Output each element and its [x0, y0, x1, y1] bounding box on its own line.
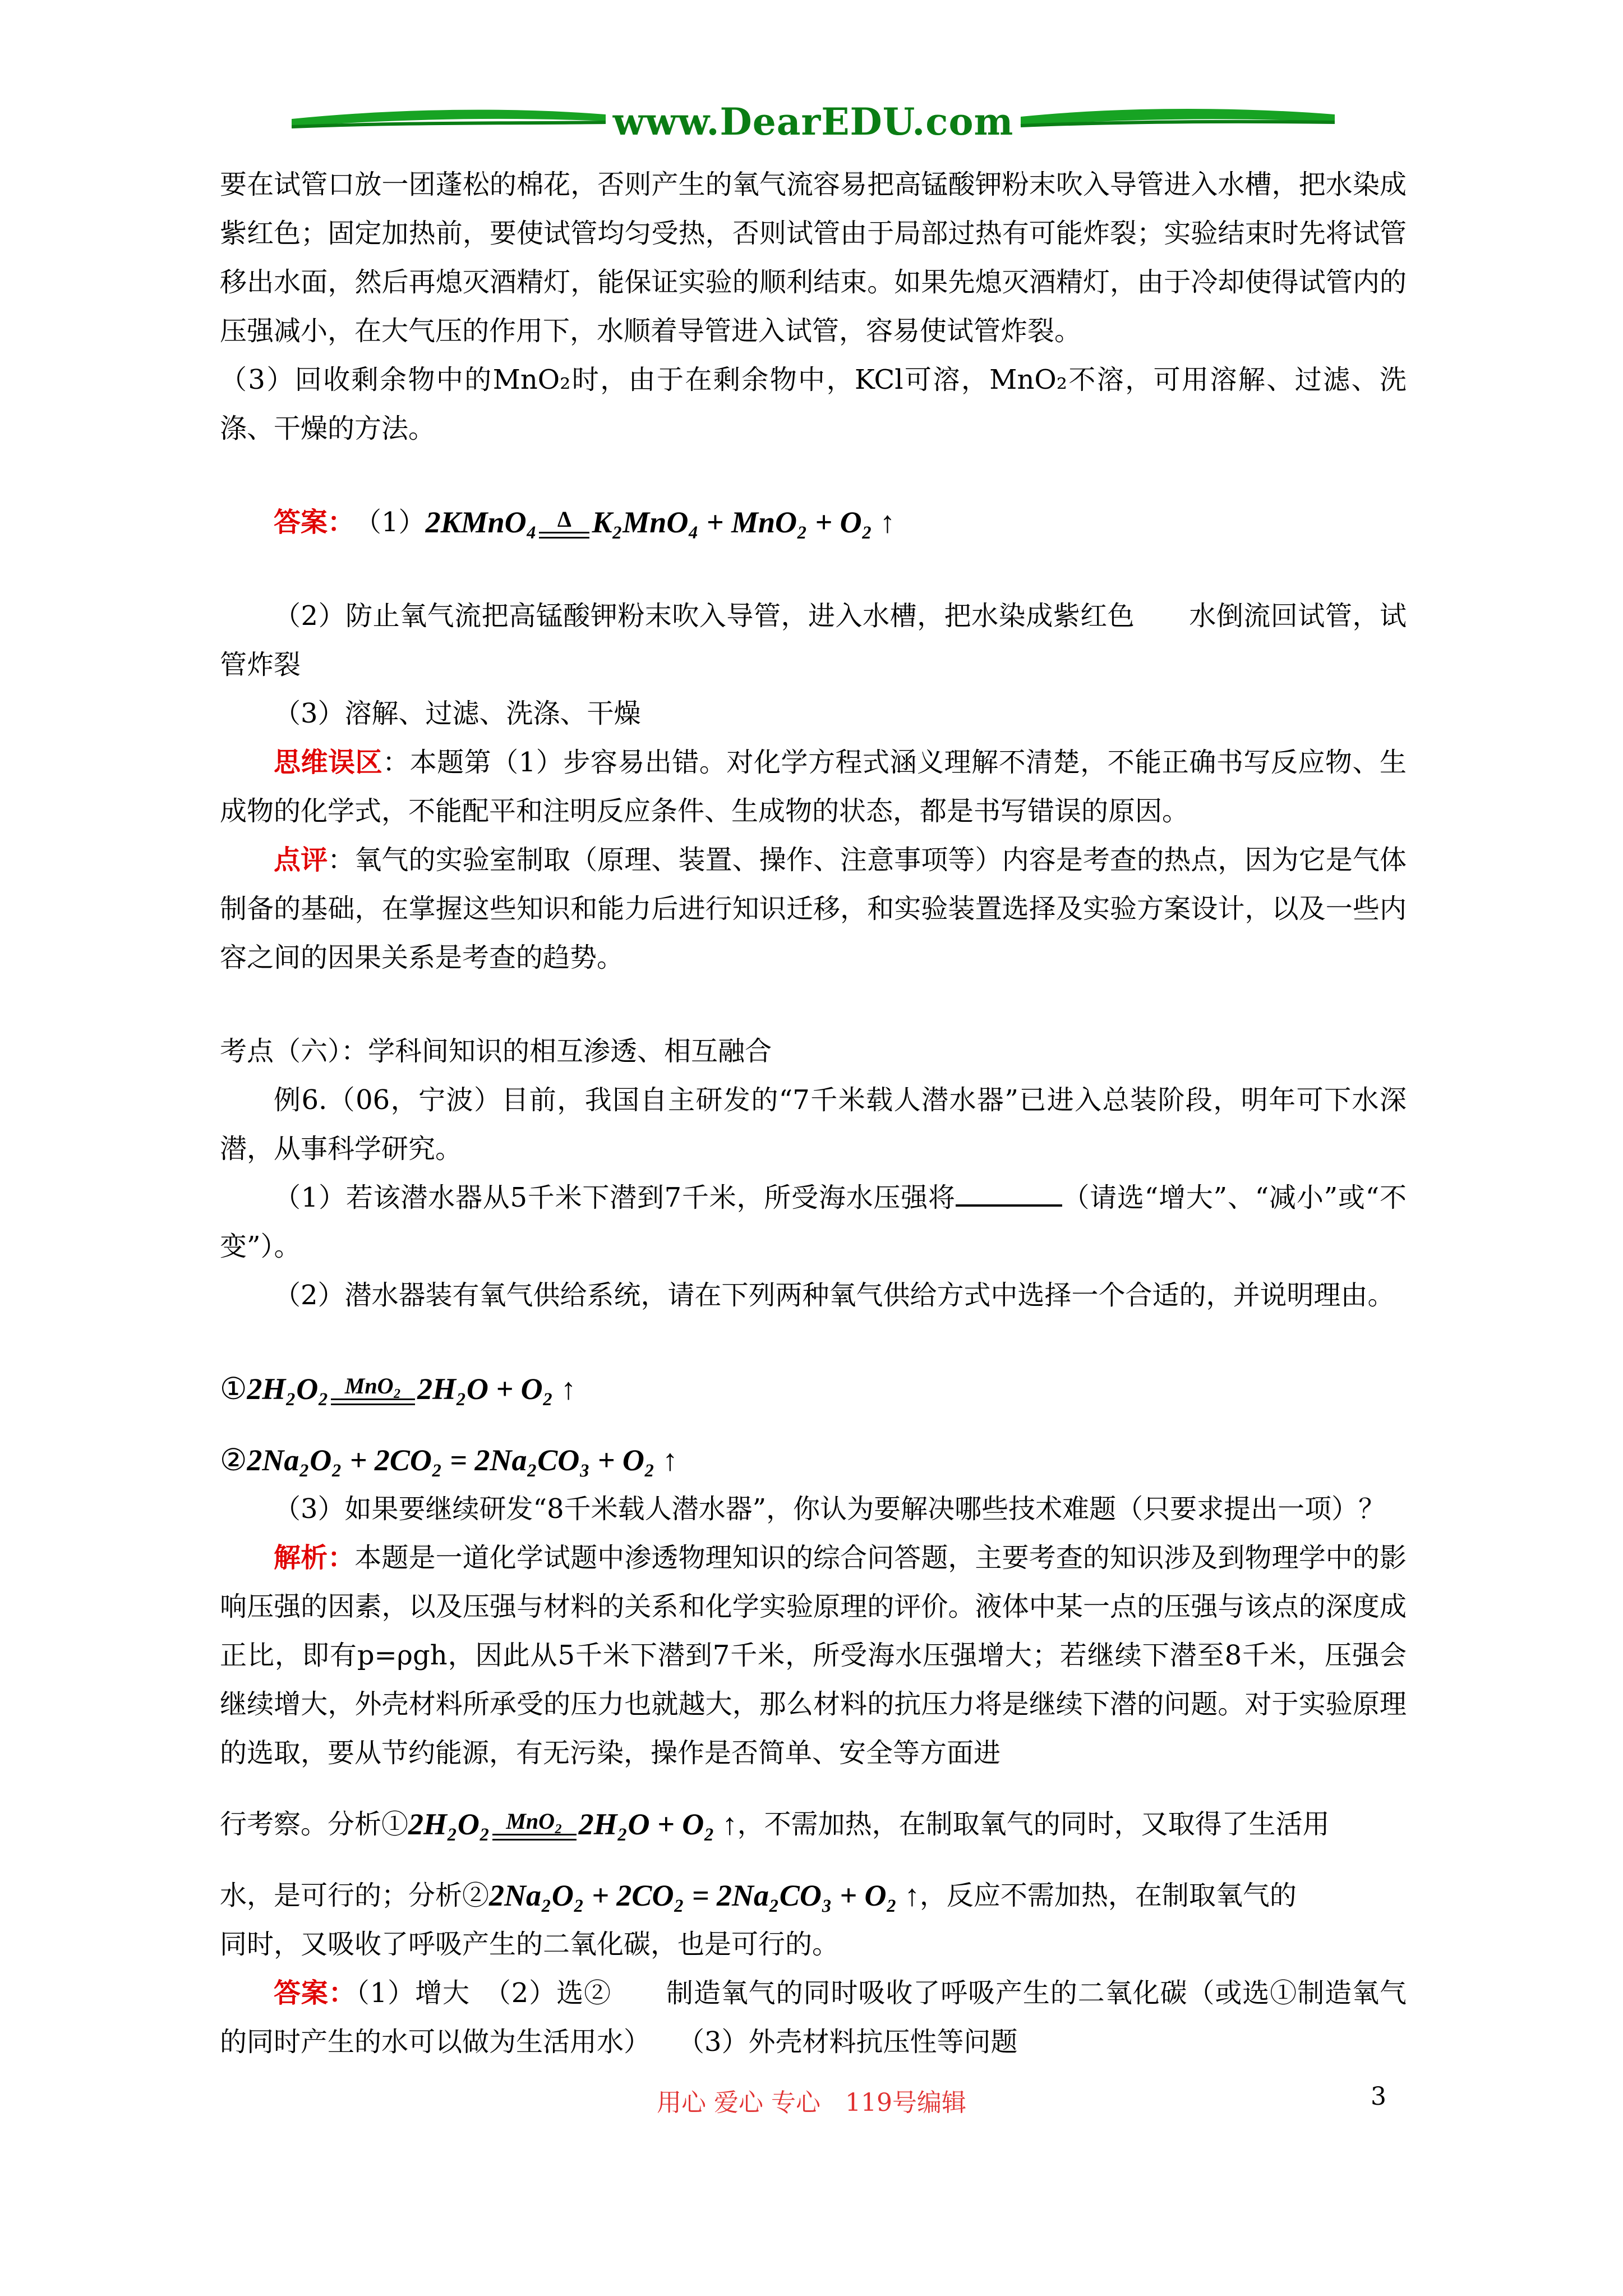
option-2-equation: 2Na₂O₂ + 2CO₂ = 2Na₂CO₃ + O₂ ↑	[247, 1443, 678, 1477]
question-1-text: （1）若该潜水器从5千米下潜到7千米，所受海水压强将	[274, 1182, 956, 1213]
analysis-1-prefix: 行考察。分析①	[220, 1809, 409, 1840]
answer-equation-line	[220, 498, 1407, 547]
page-number: 3	[1371, 2082, 1386, 2111]
analysis-1-suffix: ，不需加热，在制取氧气的同时，又取得了生活用	[737, 1809, 1330, 1840]
analysis-2-suffix: ，反应不需加热，在制取氧气的	[919, 1880, 1297, 1911]
comment-text: ：氧气的实验室制取（原理、装置、操作、注意事项等）内容是考查的热点，因为它是气体制备的基础，在掌握这些知识和能力后进行知识迁移，和实验装置选择及实验方案设计，以及一些内容之间的因果关系是考查的趋势。	[220, 844, 1407, 973]
mistake-label: 思维误区	[274, 747, 383, 778]
answer-blank[interactable]	[956, 1182, 1062, 1207]
main-content	[220, 160, 1407, 2067]
answer-part-number: （1）	[354, 507, 426, 538]
analysis-text: 本题是一道化学试题中渗透物理知识的综合问答题，主要考查的知识涉及到物理学中的影响压强的因素，以及压强与材料的关系和化学实验原理的评价。液体中某一点的压强与该点的深度成正比，即有p=ρgh，因此从5千米下潜到7千米，所受海水压强增大；若继续下潜至8千米，压强会继续增大，外壳材料所承受的压力也就越大，那么材料的抗压力将是继续下潜的问题。对于实验原理的选取，要从节约能源，有无污染，操作是否简单、安全等方面进	[220, 1542, 1407, 1769]
equation-rhs: K₂MnO₄ + MnO₂ + O₂ ↑	[592, 505, 895, 539]
analysis-catalyst-label: MnO₂	[506, 1808, 562, 1834]
analysis-eq-1-lhs: 2H₂O₂	[408, 1807, 490, 1841]
option-2-marker: ②	[220, 1443, 247, 1477]
equation-option-2	[220, 1436, 1407, 1485]
analysis-line-1	[220, 1800, 1407, 1849]
comment-label: 点评	[274, 844, 328, 876]
mistake-text: ：本题第（1）步容易出错。对化学方程式涵义理解不清楚，不能正确书写反应物、生成物的化学式，不能配平和注明反应条件、生成物的状态，都是书写错误的原因。	[220, 747, 1407, 827]
answer-part-3: （3）溶解、过滤、洗涤、干燥	[274, 698, 641, 729]
question-3: （3）如果要继续研发“8千米载人潜水器”，你认为要解决哪些技术难题（只要求提出一项）？	[274, 1493, 1386, 1525]
question-1	[220, 1174, 1407, 1271]
analysis-catalyst	[492, 1809, 577, 1841]
catalyst-label: MnO₂	[344, 1373, 402, 1398]
comment-paragraph	[220, 836, 1407, 982]
final-answer-text: （1）增大 （2）选② 制造氧气的同时吸收了呼吸产生的二氧化碳（或选①制造氧气的同时产生的水可以做为生活用水） （3）外壳材料抗压性等问题	[220, 1977, 1407, 2058]
site-url[interactable]: www.DearEDU.com	[612, 100, 1014, 144]
final-answer	[220, 1969, 1407, 2067]
analysis-line-2	[220, 1871, 1407, 1920]
mistake-paragraph	[220, 738, 1407, 836]
example-question: 例6.（06，宁波）目前，我国自主研发的“7千米载人潜水器”已进入总装阶段，明年可下水深潜，从事科学研究。	[220, 1084, 1407, 1165]
paragraph-recovery: （3）回收剩余物中的MnO₂时，由于在剩余物中，KCl可溶，MnO₂不溶，可用溶解、过滤、洗涤、干燥的方法。	[220, 364, 1407, 444]
section-heading: 考点（六）：学科间知识的相互渗透、相互融合	[220, 1036, 772, 1067]
site-header	[292, 90, 1335, 157]
analysis-eq-1-rhs: 2H₂O + O₂ ↑	[578, 1807, 737, 1841]
catalyst-condition	[331, 1374, 415, 1405]
equation-lhs: 2KMnO₄	[425, 505, 537, 539]
analysis-paragraph	[220, 1534, 1407, 1778]
option-1-marker: ①	[220, 1372, 247, 1406]
answer-part-2: （2）防止氧气流把高锰酸钾粉末吹入导管，进入水槽，把水染成紫红色 水倒流回试管，试管炸裂	[220, 600, 1407, 680]
option-1-rhs: 2H₂O + O₂ ↑	[417, 1372, 576, 1406]
heat-condition	[539, 507, 589, 539]
analysis-2-prefix: 水，是可行的；分析②	[220, 1880, 490, 1911]
analysis-conclusion: 同时，又吸收了呼吸产生的二氧化碳，也是可行的。	[220, 1929, 840, 1960]
final-answer-label: 答案：	[274, 1977, 356, 2009]
question-2: （2）潜水器装有氧气供给系统，请在下列两种氧气供给方式中选择一个合适的，并说明理由。	[274, 1280, 1395, 1311]
option-1-lhs: 2H₂O₂	[247, 1372, 329, 1406]
analysis-label: 解析：	[274, 1542, 355, 1573]
delta-symbol: Δ	[557, 506, 571, 532]
question-1-options: （请选“增大”、“减小”或“不变”）。	[220, 1182, 1407, 1262]
equation-option-1	[220, 1365, 1407, 1414]
answer-label: 答案：	[274, 507, 355, 538]
footer-text: 用心 爱心 专心 119号编辑	[657, 2088, 966, 2117]
analysis-eq-2: 2Na₂O₂ + 2CO₂ = 2Na₂CO₃ + O₂ ↑	[489, 1879, 920, 1912]
paragraph-explanation: 要在试管口放一团蓬松的棉花，否则产生的氧气流容易把高锰酸钾粉末吹入导管进入水槽，把水染成紫红色；固定加热前，要使试管均匀受热，否则试管由于局部过热有可能炸裂；实验结束时先将试管移出水面，然后再熄灭酒精灯，能保证实验的顺利结束。如果先熄灭酒精灯，由于冷却使得试管内的压强减小，在大气压的作用下，水顺着导管进入试管，容易使试管炸裂。	[220, 169, 1407, 347]
